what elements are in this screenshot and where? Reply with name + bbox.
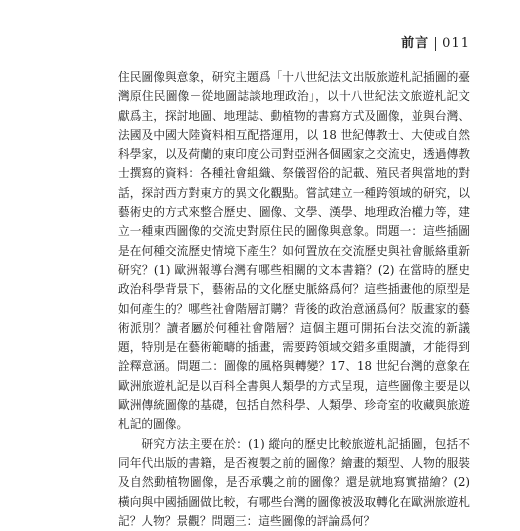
running-header (401, 36, 470, 52)
header-divider (435, 37, 436, 51)
page-number: 011 (442, 36, 470, 51)
paragraph-1: 住民圖像與意象，研究主題爲「十八世紀法文出版旅遊札記插圖的臺灣原住民圖像－從地圖誌談地理政治」，以十八世紀法文旅遊札記文獻爲主，探討地圖、地理誌、動植物的書寫方式及圖像，並與台灣、法國及中國大陸資料相互配搭運用，以 18 世紀傳教士、大使或自然科學家，以及荷蘭的東印度公司對亞洲各個國家之交流史，透過傳教士撰寫的資料：各種社會組織、祭儀習俗的記載、殖民者與當地的對話，探討西方對東方的異文化觀點。嘗試建立一種跨領域的研究，以藝術史的方式來整合歷史、圖像、文學、漢學、地理政治權力等，建立一種東西圖像的交流史對原住民的圖像與意象。問題一：這些插圖是在何種交流歷史情境下產生？如何置放在交流歷史與社會脈絡重新研究？(1) 歐洲報導台灣有哪些相關的文本書籍？(2) 在當時的歷史政治科學背景下，藝術品的文化歷史脈絡爲何？這些插畫他的原型是如何產生的？哪些社會階層訂購？背後的政治意涵爲何？版畫家的藝術派別？讀者屬於何種社會階層？這個主題可開拓台法交流的新議題，特別是在藝術範疇的插畫，需要跨領域交錯多重閱讀，才能得到詮釋意涵。問題二：圖像的風格與轉變？17、18 世紀台灣的意象在歐洲旅遊札記是以百科全書與人類學的方式呈現，這些圖像主要是以歐洲傳統圖像的基礎，包括自然科學、人類學、珍奇室的收藏與旅遊札記的圖像。 (118, 70, 470, 432)
paragraph-2: 研究方法主要在於：(1) 縱向的歷史比較旅遊札記插圖，包括不同年代出版的書籍，是否複製之前的圖像？繪畫的類型、人物的服裝及自然動植物圖像，是否承襲之前的圖像？還是就地寫實描繪？(2) 橫向與中國插圖做比較，有哪些台灣的圖像被汲取轉化在歐洲旅遊札記？人物？景觀？問題三：這些圖像的評論爲何？ (118, 436, 470, 528)
body-text (118, 68, 470, 531)
section-title: 前言 (401, 36, 430, 51)
